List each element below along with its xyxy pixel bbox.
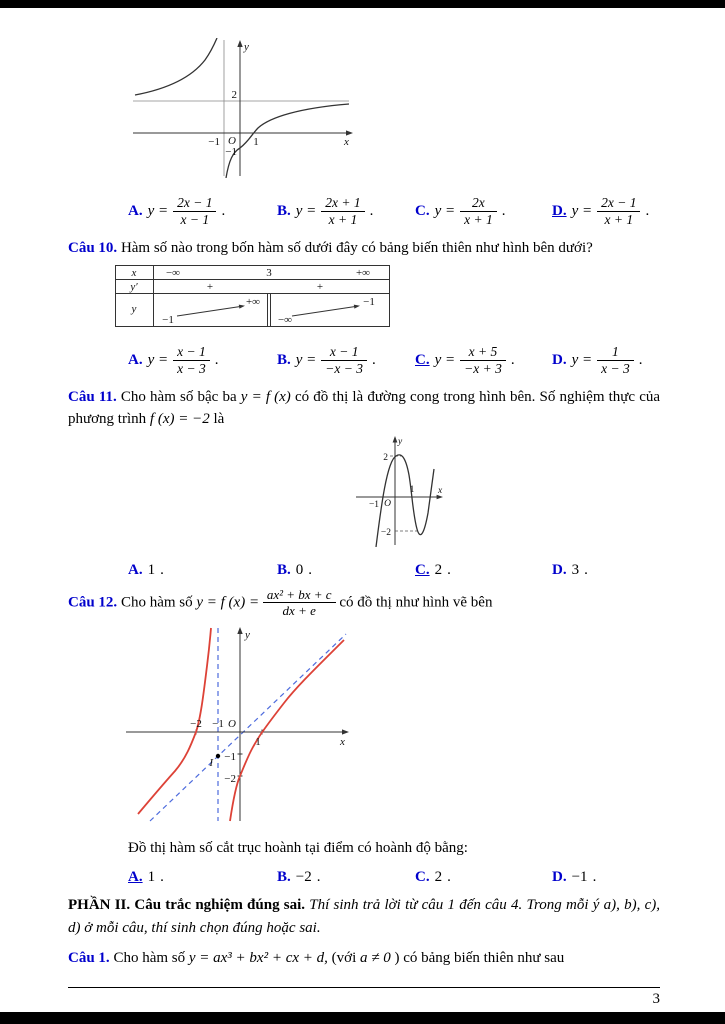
- y-axis-label: y: [245, 629, 250, 642]
- tick-label-minus1-x: −1: [208, 136, 220, 148]
- q12-options: [68, 869, 660, 886]
- option-fraction: [597, 195, 640, 228]
- q12-stem: [68, 587, 660, 619]
- option-period: .: [214, 351, 219, 368]
- footer-divider: [68, 987, 660, 988]
- option-value: −1: [571, 869, 588, 886]
- hyperbola-right-branch: [226, 104, 349, 178]
- question-text: ) có bảng biến thiên như sau: [394, 949, 565, 966]
- question-number: Câu 1.: [68, 949, 110, 966]
- row-y-label: y: [131, 303, 137, 316]
- tick-label-1-x: 1: [255, 736, 261, 749]
- option-letter: C.: [415, 202, 430, 219]
- y-axis-label: y: [244, 41, 249, 53]
- x-axis-label: x: [438, 485, 443, 496]
- q12-option-b: [277, 869, 415, 886]
- sign-plus-right: +: [316, 281, 324, 294]
- option-eq-prefix: y =: [571, 202, 593, 219]
- row-yprime-label: y′: [130, 281, 138, 294]
- inline-fraction: [263, 587, 336, 619]
- q9-option-c: [415, 195, 552, 228]
- option-eq-prefix: y =: [295, 202, 317, 219]
- fraction-denominator: −x + 3: [464, 360, 502, 376]
- option-period: .: [316, 869, 321, 886]
- option-fraction: [460, 195, 497, 228]
- option-period: .: [592, 869, 597, 886]
- curve-right-branch: [230, 640, 344, 821]
- fraction-denominator: x − 3: [177, 360, 206, 376]
- x-critical-value: 3: [266, 267, 272, 280]
- y-axis-label: y: [398, 436, 403, 447]
- inline-math: y = f (x): [240, 389, 291, 406]
- fraction-numerator: 2x + 1: [321, 195, 364, 212]
- page-number: 3: [652, 991, 660, 1007]
- section-title: PHẦN II. Câu trắc nghiệm đúng sai.: [68, 897, 306, 914]
- option-letter: B.: [277, 869, 291, 886]
- origin-label: O: [384, 498, 391, 509]
- increase-arrow-head: [239, 305, 245, 309]
- fraction-denominator: x − 3: [601, 360, 630, 376]
- option-value: 1: [147, 561, 156, 578]
- oblique-asymptote-dashed: [150, 634, 346, 821]
- fraction-numerator: 2x − 1: [597, 195, 640, 212]
- question-text: Cho hàm số: [113, 949, 186, 966]
- fraction-numerator: ax² + bx + c: [263, 587, 336, 603]
- q12-option-a: [128, 869, 277, 886]
- y-axis-arrow: [393, 436, 398, 443]
- y-left-end: +∞: [245, 296, 261, 309]
- origin-label: O: [228, 135, 236, 147]
- fraction-numerator: x + 5: [460, 344, 506, 361]
- q10-option-b: [277, 344, 415, 377]
- x-axis-arrow: [346, 130, 353, 135]
- option-fraction: [321, 195, 364, 228]
- q12-prompt: [128, 837, 660, 859]
- q9-graph: [125, 38, 355, 178]
- option-eq-prefix: y =: [147, 202, 169, 219]
- option-value: 0: [295, 561, 304, 578]
- q10-option-c: [415, 344, 552, 377]
- option-eq-prefix: y =: [434, 351, 456, 368]
- option-value: 3: [571, 561, 580, 578]
- q9-option-a: [128, 195, 277, 228]
- option-value: −2: [295, 869, 312, 886]
- tick-label-minus1-y: −1: [224, 751, 236, 764]
- q12-option-d: [552, 869, 660, 886]
- hyperbola-left-branch: [135, 38, 217, 95]
- x-axis-label: x: [340, 736, 345, 749]
- option-fraction: [321, 344, 367, 377]
- origin-label: O: [228, 718, 236, 731]
- q10-option-d: [552, 344, 660, 377]
- option-letter: B.: [277, 561, 291, 578]
- tick-label-minus2-y: −2: [224, 773, 236, 786]
- option-letter: D.: [552, 351, 567, 368]
- tick-label-minus2-x: −2: [190, 718, 202, 731]
- x-neg-infinity: −∞: [165, 267, 181, 280]
- increase-arrow: [292, 306, 357, 316]
- fraction-numerator: 2x − 1: [173, 195, 216, 212]
- bottom-edge: [0, 1012, 725, 1024]
- fraction-denominator: dx + e: [282, 602, 316, 618]
- q11-stem: [68, 386, 660, 430]
- option-letter: C.: [415, 869, 430, 886]
- option-period: .: [372, 351, 376, 368]
- y-axis-arrow: [237, 40, 242, 47]
- q9-option-b: [277, 195, 415, 228]
- variation-table: [115, 265, 390, 327]
- q11-options: [68, 562, 660, 579]
- question-text: Hàm số nào trong bốn hàm số dưới đây có bảng biến thiên như hình bên dưới?: [120, 240, 593, 256]
- question-text: có đồ thị là đường cong trong hình bên. Số nghiệm thực của phương trình: [68, 389, 661, 428]
- section-instructions: Thí sinh trả lời từ câu 1 đến câu 4. Trong mỗi ý a), b), c), d) ở mỗi câu, thí sinh chọn đúng hoặc sai.: [68, 897, 660, 936]
- fraction-numerator: x − 1: [321, 344, 367, 361]
- fraction-denominator: x + 1: [328, 211, 358, 227]
- fraction-numerator: x − 1: [173, 344, 210, 361]
- row-x-label: x: [131, 267, 137, 280]
- question-text: là: [213, 411, 225, 428]
- option-letter: D.: [552, 869, 567, 886]
- option-value: 2: [434, 561, 443, 578]
- option-period: .: [308, 561, 313, 578]
- inline-math: a ≠ 0: [360, 949, 391, 966]
- q11-option-a: [128, 562, 277, 579]
- q11-option-b: [277, 562, 415, 579]
- option-period: .: [645, 202, 650, 219]
- x-axis-arrow: [342, 730, 349, 735]
- option-period: .: [638, 351, 643, 368]
- y-axis-arrow: [237, 627, 242, 634]
- option-period: .: [510, 351, 515, 368]
- option-fraction: [173, 344, 210, 377]
- option-period: .: [160, 561, 164, 578]
- option-eq-prefix: y =: [571, 351, 593, 368]
- q11-option-c: [415, 562, 552, 579]
- point-I-label: I: [209, 757, 213, 770]
- fraction-denominator: x − 1: [180, 211, 210, 227]
- tick-label-minus1-x: −1: [212, 718, 224, 731]
- tick-label-1: 1: [409, 484, 415, 495]
- fraction-denominator: x + 1: [464, 211, 493, 227]
- option-letter: A.: [128, 351, 143, 368]
- increase-arrow: [177, 306, 242, 316]
- q10-stem: [68, 237, 660, 259]
- question-number: Câu 11.: [68, 389, 117, 406]
- option-fraction: [460, 344, 506, 377]
- point-I-dot: [216, 754, 220, 758]
- q11-graph-figure: [350, 435, 660, 552]
- option-fraction: [173, 195, 216, 228]
- option-letter: A.: [128, 561, 143, 578]
- q10-option-a: [128, 344, 277, 377]
- tick-label-minus1: −1: [368, 499, 380, 510]
- question-text: (với: [331, 949, 357, 966]
- option-period: .: [584, 561, 588, 578]
- option-letter: A.: [128, 202, 143, 219]
- inline-math: y = ax³ + bx² + cx + d,: [188, 949, 328, 966]
- option-period: .: [160, 869, 164, 886]
- tick-label-minus2: −2: [380, 527, 391, 538]
- fraction-denominator: x + 1: [604, 211, 634, 227]
- q9-options: [68, 193, 660, 229]
- tick-label-minus1-y: −1: [225, 146, 237, 158]
- option-fraction: [597, 344, 634, 377]
- option-period: .: [447, 561, 451, 578]
- y-right-start: −∞: [277, 314, 293, 327]
- option-period: .: [369, 202, 374, 219]
- increase-arrow-head: [354, 305, 360, 309]
- inline-math: f (x) = −2: [149, 411, 210, 428]
- q9-option-d: [552, 195, 660, 228]
- inline-math: y = f (x) =: [196, 593, 260, 610]
- option-letter: B.: [277, 202, 291, 219]
- sign-plus-left: +: [206, 281, 214, 294]
- page-footer: [68, 987, 660, 1008]
- y-left-start: −1: [162, 314, 174, 327]
- option-letter: B.: [277, 351, 291, 368]
- question-number: Câu 12.: [68, 593, 118, 610]
- q11-option-d: [552, 562, 660, 579]
- question-text: Cho hàm số: [120, 593, 193, 610]
- x-axis-label: x: [344, 136, 349, 148]
- question-text: có đồ thị như hình vẽ bên: [339, 593, 493, 610]
- option-period: .: [447, 869, 451, 886]
- option-period: .: [221, 202, 226, 219]
- tick-label-2: 2: [231, 89, 237, 101]
- option-letter: C.: [415, 561, 430, 578]
- question-text: Cho hàm số bậc ba: [120, 389, 237, 406]
- option-letter: D.: [552, 561, 567, 578]
- option-letter: D.: [552, 202, 567, 219]
- q12-graph-figure: [120, 624, 660, 829]
- q12-graph: [120, 624, 350, 824]
- question-text: Đồ thị hàm số cắt trục hoành tại điểm có hoành độ bằng:: [128, 840, 468, 857]
- top-edge: [0, 0, 725, 8]
- q11-graph: [350, 435, 445, 547]
- y-right-end: −1: [363, 296, 375, 309]
- option-eq-prefix: y =: [147, 351, 169, 368]
- q10-options: [68, 342, 660, 378]
- option-period: .: [501, 202, 506, 219]
- option-letter: A.: [128, 869, 143, 886]
- q9-graph-figure: [125, 38, 660, 183]
- part2-header: [68, 894, 660, 938]
- option-eq-prefix: y =: [434, 202, 456, 219]
- q10-table-figure: [115, 265, 660, 332]
- part2-q1-stem: [68, 947, 660, 969]
- option-value: 2: [434, 869, 443, 886]
- fraction-numerator: 2x: [460, 195, 497, 212]
- question-number: Câu 10.: [68, 240, 118, 256]
- fraction-numerator: 1: [597, 344, 634, 361]
- option-value: 1: [147, 869, 156, 886]
- option-letter: C.: [415, 351, 430, 368]
- x-pos-infinity: +∞: [355, 267, 371, 280]
- option-eq-prefix: y =: [295, 351, 317, 368]
- fraction-denominator: −x − 3: [325, 360, 364, 376]
- tick-label-2: 2: [383, 452, 388, 463]
- q12-option-c: [415, 869, 552, 886]
- page-content: [68, 8, 660, 969]
- tick-label-1-x: 1: [253, 136, 259, 148]
